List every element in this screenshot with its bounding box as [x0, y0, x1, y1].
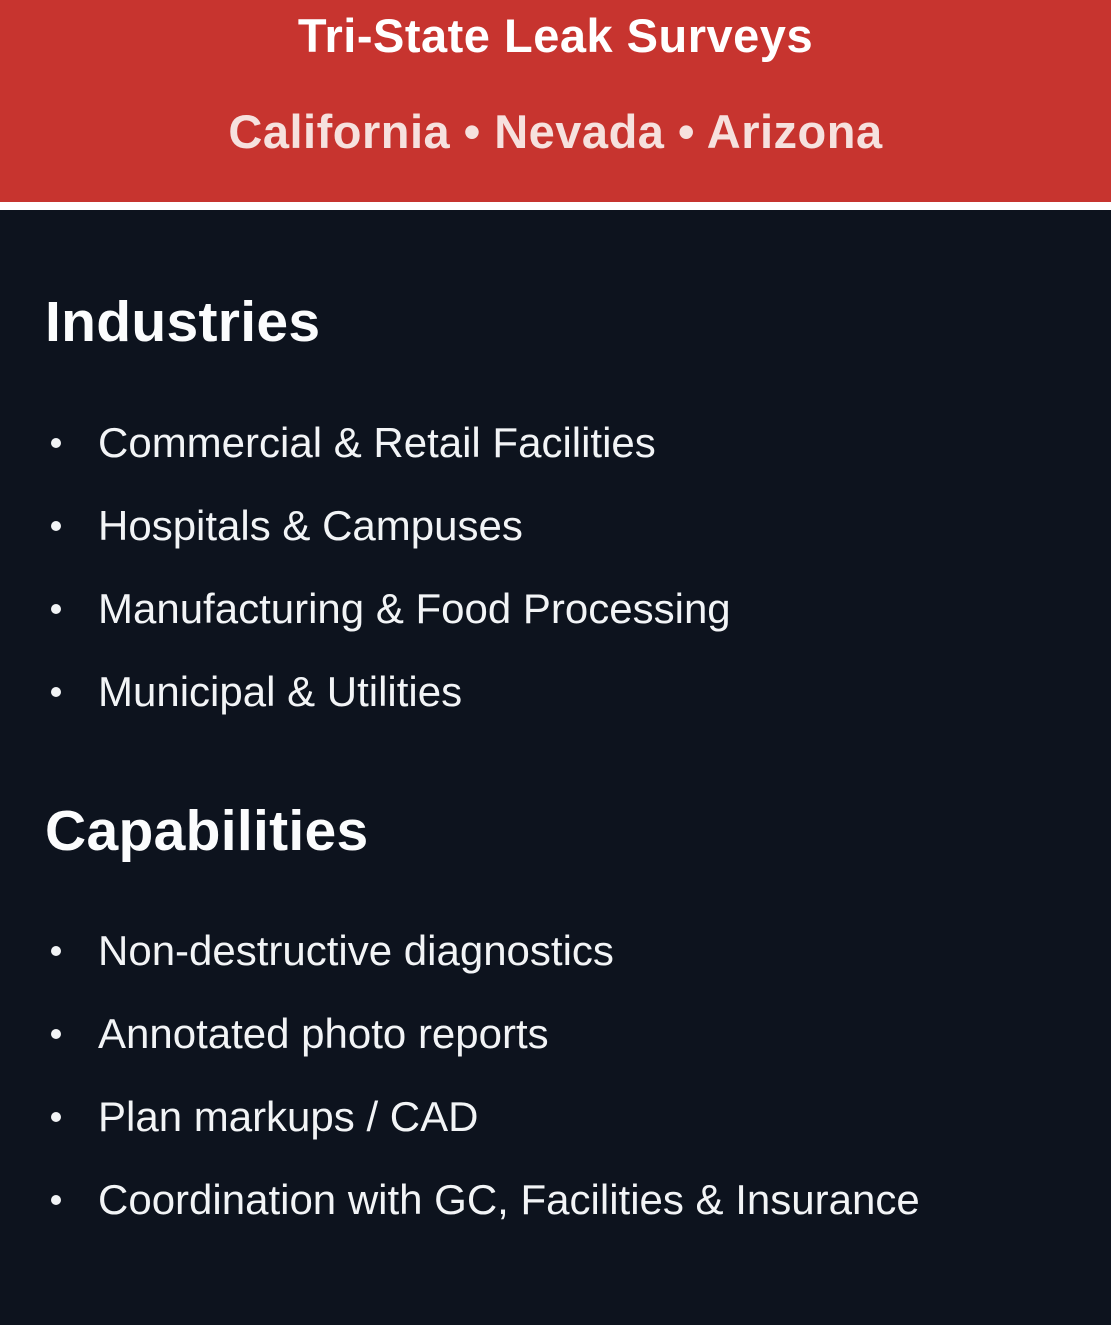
bullet-dot-icon: [51, 1195, 61, 1205]
list-item-label: Coordination with GC, Facilities & Insurance: [98, 1176, 920, 1223]
header-banner: [0, 0, 1111, 210]
list-item: [45, 484, 1066, 567]
industries-list: [45, 401, 1066, 733]
bullet-dot-icon: [51, 1112, 61, 1122]
list-item-label: Hospitals & Campuses: [98, 502, 523, 549]
list-item: [45, 401, 1066, 484]
list-item: [45, 1075, 1066, 1158]
bullet-dot-icon: [51, 946, 61, 956]
states-subtitle: California • Nevada • Arizona: [228, 104, 883, 158]
list-item: [45, 650, 1066, 733]
bullet-dot-icon: [51, 687, 61, 697]
bullet-dot-icon: [51, 604, 61, 614]
list-item: [45, 909, 1066, 992]
list-item: [45, 567, 1066, 650]
list-item: [45, 1158, 1066, 1241]
list-item-label: Non-destructive diagnostics: [98, 927, 614, 974]
bullet-dot-icon: [51, 521, 61, 531]
bullet-dot-icon: [51, 438, 61, 448]
list-item-label: Manufacturing & Food Processing: [98, 585, 731, 632]
page-content: [0, 290, 1111, 1241]
industries-heading: Industries: [45, 290, 321, 354]
list-item-label: Commercial & Retail Facilities: [98, 419, 656, 466]
bullet-dot-icon: [51, 1029, 61, 1039]
list-item-label: Plan markups / CAD: [98, 1093, 479, 1140]
company-title: Tri-State Leak Surveys: [297, 9, 814, 62]
capabilities-heading: Capabilities: [45, 799, 369, 863]
capabilities-list: [45, 909, 1066, 1241]
list-item-label: Annotated photo reports: [98, 1010, 549, 1057]
list-item-label: Municipal & Utilities: [98, 668, 463, 715]
list-item: [45, 992, 1066, 1075]
